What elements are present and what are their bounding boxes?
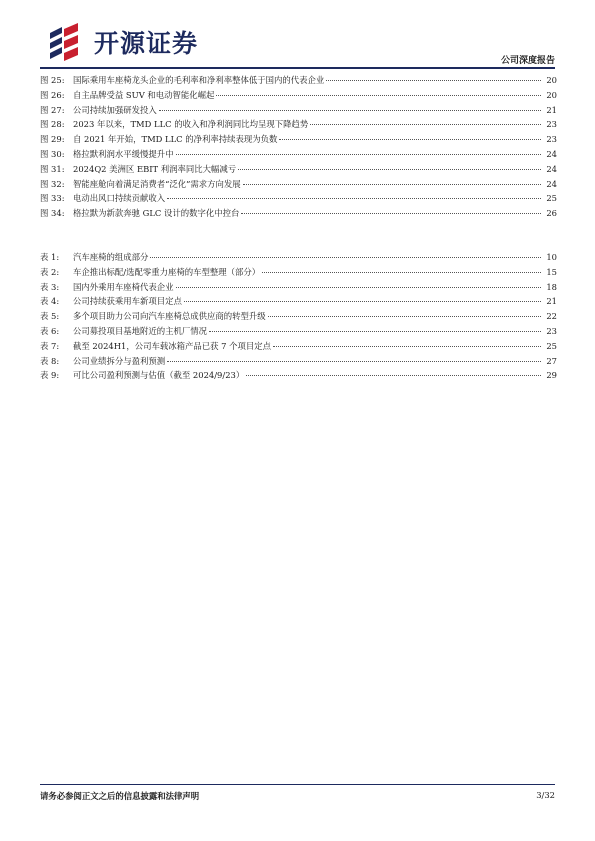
dot-leader — [279, 139, 541, 140]
entry-page: 24 — [546, 148, 557, 159]
footer-divider — [40, 784, 555, 785]
entry-page: 23 — [546, 134, 557, 145]
figure-entry[interactable] — [40, 73, 557, 88]
entry-title: 截至 2024H1，公司车载冰箱产品已获 7 个项目定点 — [73, 340, 272, 351]
entry-label: 图 28: — [40, 119, 65, 130]
entry-title: 多个项目助力公司向汽车座椅总成供应商的转型升级 — [73, 311, 266, 322]
dot-leader — [246, 375, 541, 376]
table-entry[interactable] — [40, 309, 557, 324]
entry-label: 图 34: — [40, 208, 65, 219]
brand-logo-icon — [48, 23, 88, 61]
entry-page: 25 — [546, 193, 557, 204]
figure-entry[interactable] — [40, 206, 557, 221]
entry-page: 21 — [546, 296, 557, 307]
dot-leader — [184, 301, 541, 302]
dot-leader — [176, 154, 542, 155]
entry-label: 图 33: — [40, 193, 65, 204]
entry-title: 2024Q2 美洲区 EBIT 利润率同比大幅减亏 — [73, 163, 237, 174]
figure-entry[interactable] — [40, 132, 557, 147]
entry-title: 2023 年以来，TMD LLC 的收入和净利润同比均呈现下降趋势 — [73, 119, 309, 130]
table-entry[interactable] — [40, 368, 557, 383]
dot-leader — [167, 198, 541, 199]
entry-title: 公司持续获乘用车新项目定点 — [73, 296, 182, 307]
entry-title: 公司业绩拆分与盈利预测 — [73, 355, 166, 366]
entry-label: 图 26: — [40, 89, 65, 100]
entry-title: 格拉默为新款奔驰 GLC 设计的数字化中控台 — [73, 208, 240, 219]
entry-page: 29 — [546, 370, 557, 381]
table-entry[interactable] — [40, 250, 557, 265]
entry-title: 公司持续加强研发投入 — [73, 104, 157, 115]
table-entry[interactable] — [40, 280, 557, 295]
dot-leader — [238, 169, 541, 170]
entry-title: 自 2021 年开始，TMD LLC 的净利率持续表现为负数 — [73, 134, 278, 145]
entry-page: 24 — [546, 163, 557, 174]
dot-leader — [273, 346, 541, 347]
figure-entry[interactable] — [40, 147, 557, 162]
footer-disclaimer: 请务必参阅正文之后的信息披露和法律声明 — [40, 791, 200, 801]
entry-page: 18 — [546, 281, 557, 292]
table-entry[interactable] — [40, 324, 557, 339]
table-entry[interactable] — [40, 265, 557, 280]
entry-page: 10 — [546, 252, 557, 262]
entry-label: 图 30: — [40, 148, 65, 159]
entry-title: 自主品牌受益 SUV 和电动智能化崛起 — [73, 89, 215, 100]
dot-leader — [167, 361, 541, 362]
entry-label: 图 29: — [40, 134, 65, 145]
entry-page: 21 — [546, 104, 557, 115]
entry-label: 表 4: — [40, 296, 60, 307]
entry-page: 27 — [546, 355, 557, 366]
entry-page: 26 — [546, 208, 557, 219]
entry-page: 23 — [546, 119, 557, 130]
entry-page: 20 — [546, 89, 557, 100]
figure-entry[interactable] — [40, 177, 557, 192]
entry-label: 图 27: — [40, 104, 65, 115]
entry-title: 格拉默利润水平缓慢提升中 — [73, 148, 174, 159]
entry-label: 表 9: — [40, 370, 60, 381]
figure-list — [40, 73, 557, 221]
dot-leader — [326, 80, 541, 81]
figure-entry[interactable] — [40, 117, 557, 132]
report-type-label: 公司深度报告 — [500, 56, 555, 66]
brand-logo-text: 开源证券 — [94, 29, 199, 58]
entry-title: 国内外乘用车座椅代表企业 — [73, 281, 174, 292]
dot-leader — [176, 287, 542, 288]
entry-label: 图 32: — [40, 178, 65, 189]
entry-label: 表 5: — [40, 311, 60, 322]
table-entry[interactable] — [40, 354, 557, 369]
figure-entry[interactable] — [40, 191, 557, 206]
entry-title: 国际乘用车座椅龙头企业的毛利率和净利率整体低于国内的代表企业 — [73, 75, 325, 85]
entry-label: 表 7: — [40, 340, 60, 351]
brand-logo — [48, 22, 248, 62]
entry-page: 24 — [546, 178, 557, 189]
dot-leader — [159, 110, 541, 111]
entry-page: 22 — [546, 311, 557, 322]
figure-entry[interactable] — [40, 103, 557, 118]
entry-title: 公司募投项目基地附近的主机厂情况 — [73, 325, 207, 336]
page-header — [40, 20, 555, 68]
entry-label: 表 8: — [40, 355, 60, 366]
entry-page: 20 — [546, 75, 557, 85]
dot-leader — [209, 331, 541, 332]
dot-leader — [268, 316, 541, 317]
entry-page: 25 — [546, 340, 557, 351]
table-entry[interactable] — [40, 339, 557, 354]
entry-title: 汽车座椅的组成部分 — [73, 252, 149, 262]
entry-label: 图 25: — [40, 75, 65, 85]
dot-leader — [150, 257, 541, 258]
table-list — [40, 250, 557, 383]
entry-title: 电动出风口持续贡献收入 — [73, 193, 166, 204]
entry-label: 表 6: — [40, 325, 60, 336]
dot-leader — [216, 95, 541, 96]
dot-leader — [241, 213, 541, 214]
entry-page: 15 — [546, 266, 557, 277]
figure-entry[interactable] — [40, 88, 557, 103]
entry-label: 表 2: — [40, 266, 60, 277]
page-number: 3/32 — [536, 790, 555, 800]
dot-leader — [262, 272, 541, 273]
figure-entry[interactable] — [40, 162, 557, 177]
entry-label: 图 31: — [40, 163, 65, 174]
entry-label: 表 1: — [40, 252, 60, 262]
entry-title: 车企推出标配/选配零重力座椅的车型整理（部分） — [73, 266, 261, 277]
dot-leader — [243, 184, 541, 185]
header-divider — [40, 67, 555, 69]
dot-leader — [310, 124, 541, 125]
table-entry[interactable] — [40, 294, 557, 309]
entry-title: 可比公司盈利预测与估值（截至 2024/9/23） — [73, 370, 245, 381]
entry-label: 表 3: — [40, 281, 60, 292]
entry-title: 智能座舱向着满足消费者“泛化”需求方向发展 — [73, 178, 241, 189]
entry-page: 23 — [546, 325, 557, 336]
